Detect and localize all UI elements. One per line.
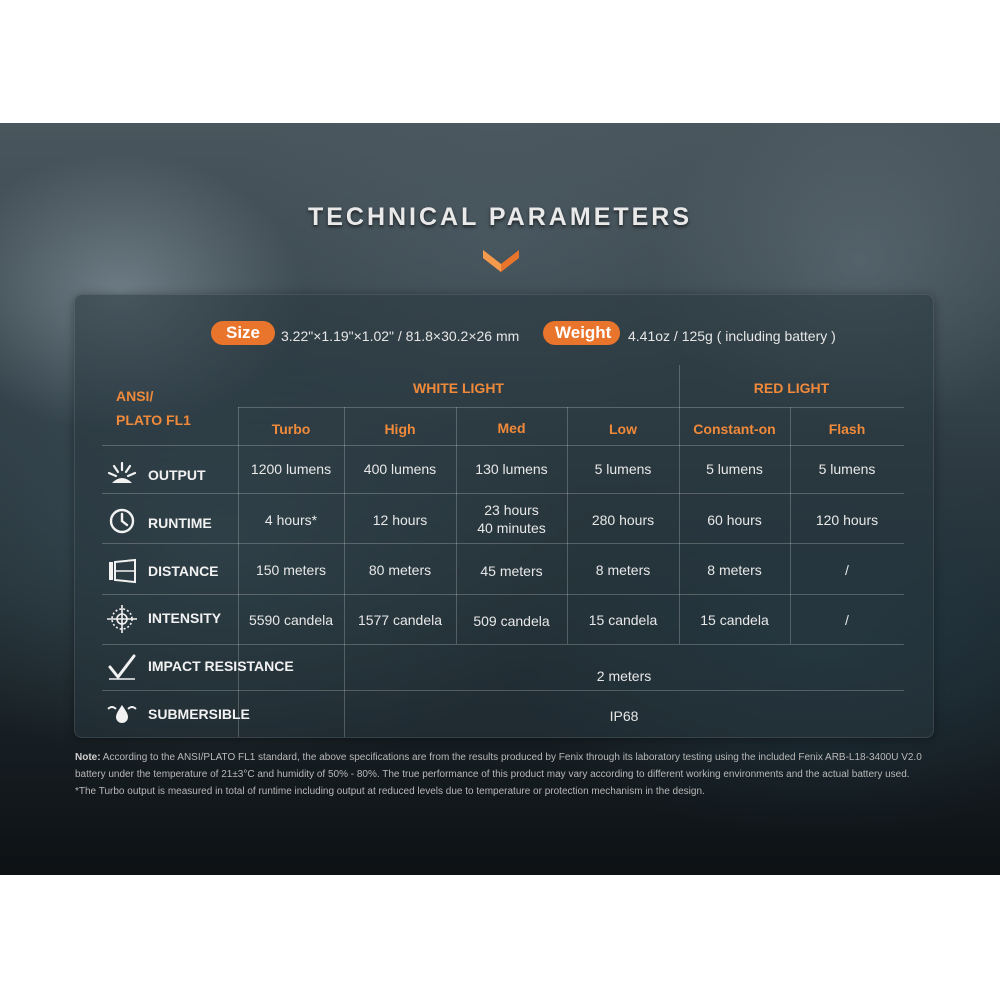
row-label-distance: DISTANCE xyxy=(148,563,219,579)
clock-icon xyxy=(106,507,138,535)
chevron-down-icon xyxy=(481,248,521,274)
runtime-constant-on: 60 hours xyxy=(707,512,762,528)
distance-turbo: 150 meters xyxy=(255,562,327,578)
red-light-header: RED LIGHT xyxy=(753,380,830,396)
impact-check-icon xyxy=(106,653,138,681)
intensity-turbo: 5590 candela xyxy=(248,612,334,628)
distance-med: 45 meters xyxy=(480,563,543,579)
runtime-high: 12 hours xyxy=(372,512,428,528)
mode-low: Low xyxy=(609,421,637,437)
turbo-footnote: *The Turbo output is measured in total of runtime including output at reduced levels due to temperature or protection mechanism in the design. xyxy=(75,786,705,797)
water-drop-icon xyxy=(106,699,138,727)
weight-value: 4.41oz / 125g ( including battery ) xyxy=(628,328,836,344)
intensity-med: 509 candela xyxy=(473,613,550,629)
output-turbo: 1200 lumens xyxy=(250,461,332,477)
distance-low: 8 meters xyxy=(595,562,651,578)
mode-flash: Flash xyxy=(828,421,866,437)
mode-med: Med xyxy=(497,420,526,436)
intensity-high: 1577 candela xyxy=(357,612,443,628)
row-label-impact-resistance: IMPACT RESISTANCE xyxy=(148,658,294,674)
white-light-header: WHITE LIGHT xyxy=(413,380,504,396)
weight-badge: Weight xyxy=(543,321,620,345)
page-title: TECHNICAL PARAMETERS xyxy=(307,203,693,231)
intensity-flash: / xyxy=(845,612,849,628)
output-rays-icon xyxy=(106,459,138,487)
output-high: 400 lumens xyxy=(363,461,437,477)
spec-table xyxy=(102,365,904,737)
impact-value: 2 meters xyxy=(596,668,652,684)
mode-high: High xyxy=(384,421,416,437)
mode-constant-on: Constant-on xyxy=(693,421,776,437)
mode-turbo: Turbo xyxy=(271,421,311,437)
output-constant-on: 5 lumens xyxy=(706,461,763,477)
poster-background xyxy=(0,123,1000,875)
size-badge: Size xyxy=(211,321,275,345)
note-paragraph xyxy=(75,749,935,783)
row-label-runtime: RUNTIME xyxy=(148,515,212,531)
intensity-low: 15 candela xyxy=(588,612,658,628)
standard-label-line2: PLATO FL1 xyxy=(116,412,191,428)
runtime-turbo: 4 hours* xyxy=(264,512,318,528)
size-value: 3.22"×1.19"×1.02" / 81.8×30.2×26 mm xyxy=(281,328,520,344)
row-label-output: OUTPUT xyxy=(148,467,206,483)
intensity-constant-on: 15 candela xyxy=(700,612,769,628)
row-label-intensity: INTENSITY xyxy=(148,610,222,626)
output-flash: 5 lumens xyxy=(818,461,876,477)
distance-flash: / xyxy=(845,562,849,578)
note-label: Note: xyxy=(75,752,101,763)
runtime-flash: 120 hours xyxy=(815,512,879,528)
note-text: According to the ANSI/PLATO FL1 standard, the above specifications are from the results produced by Fenix through its laboratory testing using the included Fenix ARB-L18-3400U V2.0 battery under the temperature of 21±3°C and humidity of 50% - 80%. The true performance of this product may vary according to different working environments and the actual battery used. xyxy=(75,752,922,780)
distance-constant-on: 8 meters xyxy=(707,562,762,578)
standard-label-line1: ANSI/ xyxy=(116,388,154,404)
runtime-low: 280 hours xyxy=(591,512,655,528)
footnotes xyxy=(75,749,935,800)
submersible-value: IP68 xyxy=(609,708,639,724)
output-low: 5 lumens xyxy=(594,461,652,477)
row-label-submersible: SUBMERSIBLE xyxy=(148,706,250,722)
output-med: 130 lumens xyxy=(475,461,548,477)
beam-distance-icon xyxy=(106,557,138,585)
crosshair-icon xyxy=(106,605,138,633)
runtime-med: 23 hours 40 minutes xyxy=(477,502,546,536)
distance-high: 80 meters xyxy=(368,562,432,578)
